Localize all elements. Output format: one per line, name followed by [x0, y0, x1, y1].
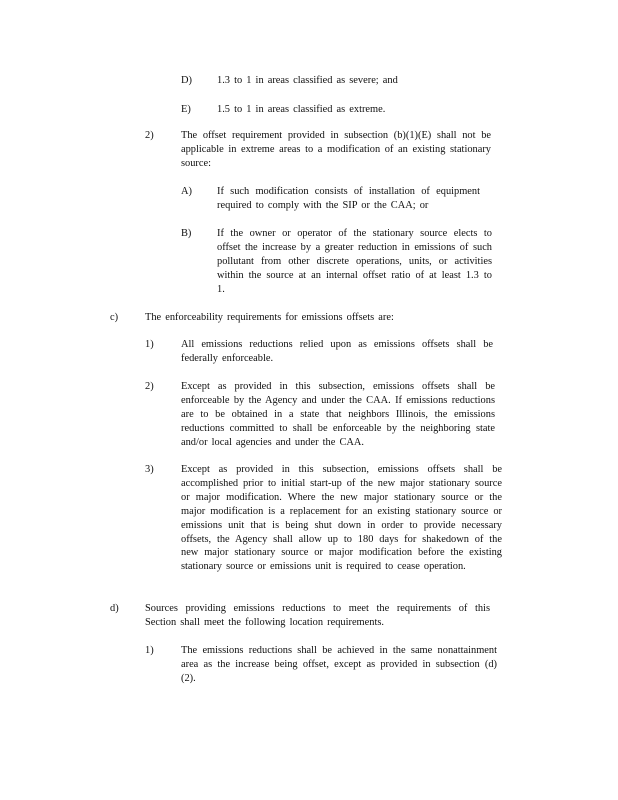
item-label: 1): [145, 339, 154, 350]
item-text: If the owner or operator of the stationary source elects to offset the increase by a greater reduction in emissions of such pollutant from other discrete operations, units, or activities within the source at an internal offset ratio of at least 1.3 to 1.: [217, 228, 492, 295]
item-label: A): [181, 186, 192, 197]
item-text: Except as provided in this subsection, emissions offsets shall be accomplished prior to initial start-up of the new major stationary source or major modification. Where the new major stationary source or the major modification is a replacement for an existing stationary source or emissions unit that is being shut down in order to provide necessary offsets, the Agency shall allow up to 180 days for shakedown of the new major stationary source or major modification before the existing stationary source or emissions unit is required to cease operation.: [181, 464, 502, 573]
item-text: 1.3 to 1 in areas classified as severe; and: [217, 75, 398, 86]
item-text: All emissions reductions relied upon as emissions offsets shall be federally enforceable.: [181, 339, 493, 364]
item-text: If such modification consists of installation of equipment required to comply with the SIP or the CAA; or: [217, 186, 480, 211]
item-label: 3): [145, 464, 154, 475]
item-label: 2): [145, 381, 154, 392]
item-text: The enforceability requirements for emissions offsets are:: [145, 312, 394, 323]
item-label: d): [110, 603, 119, 614]
item-label: 2): [145, 130, 154, 141]
item-text: 1.5 to 1 in areas classified as extreme.: [217, 104, 386, 115]
item-text: Sources providing emissions reductions to meet the requirements of this Section shall meet the following location requirements.: [145, 603, 490, 628]
item-label: D): [181, 75, 192, 86]
item-label: B): [181, 228, 192, 239]
item-text: Except as provided in this subsection, emissions offsets shall be enforceable by the Agency and under the CAA. If emissions reductions are to be obtained in a state that neighbors Illinois, the emissions reductions committed to shall be enforceable by the neighboring state and/or local agencies and under the CAA.: [181, 381, 495, 448]
item-text: The offset requirement provided in subsection (b)(1)(E) shall not be applicable in extreme areas to a modification of an existing stationary source:: [181, 130, 491, 169]
item-label: c): [110, 312, 119, 323]
item-label: 1): [145, 645, 154, 656]
item-text: The emissions reductions shall be achieved in the same nonattainment area as the increase being offset, except as provided in subsection (d)(2).: [181, 645, 497, 684]
item-label: E): [181, 104, 191, 115]
